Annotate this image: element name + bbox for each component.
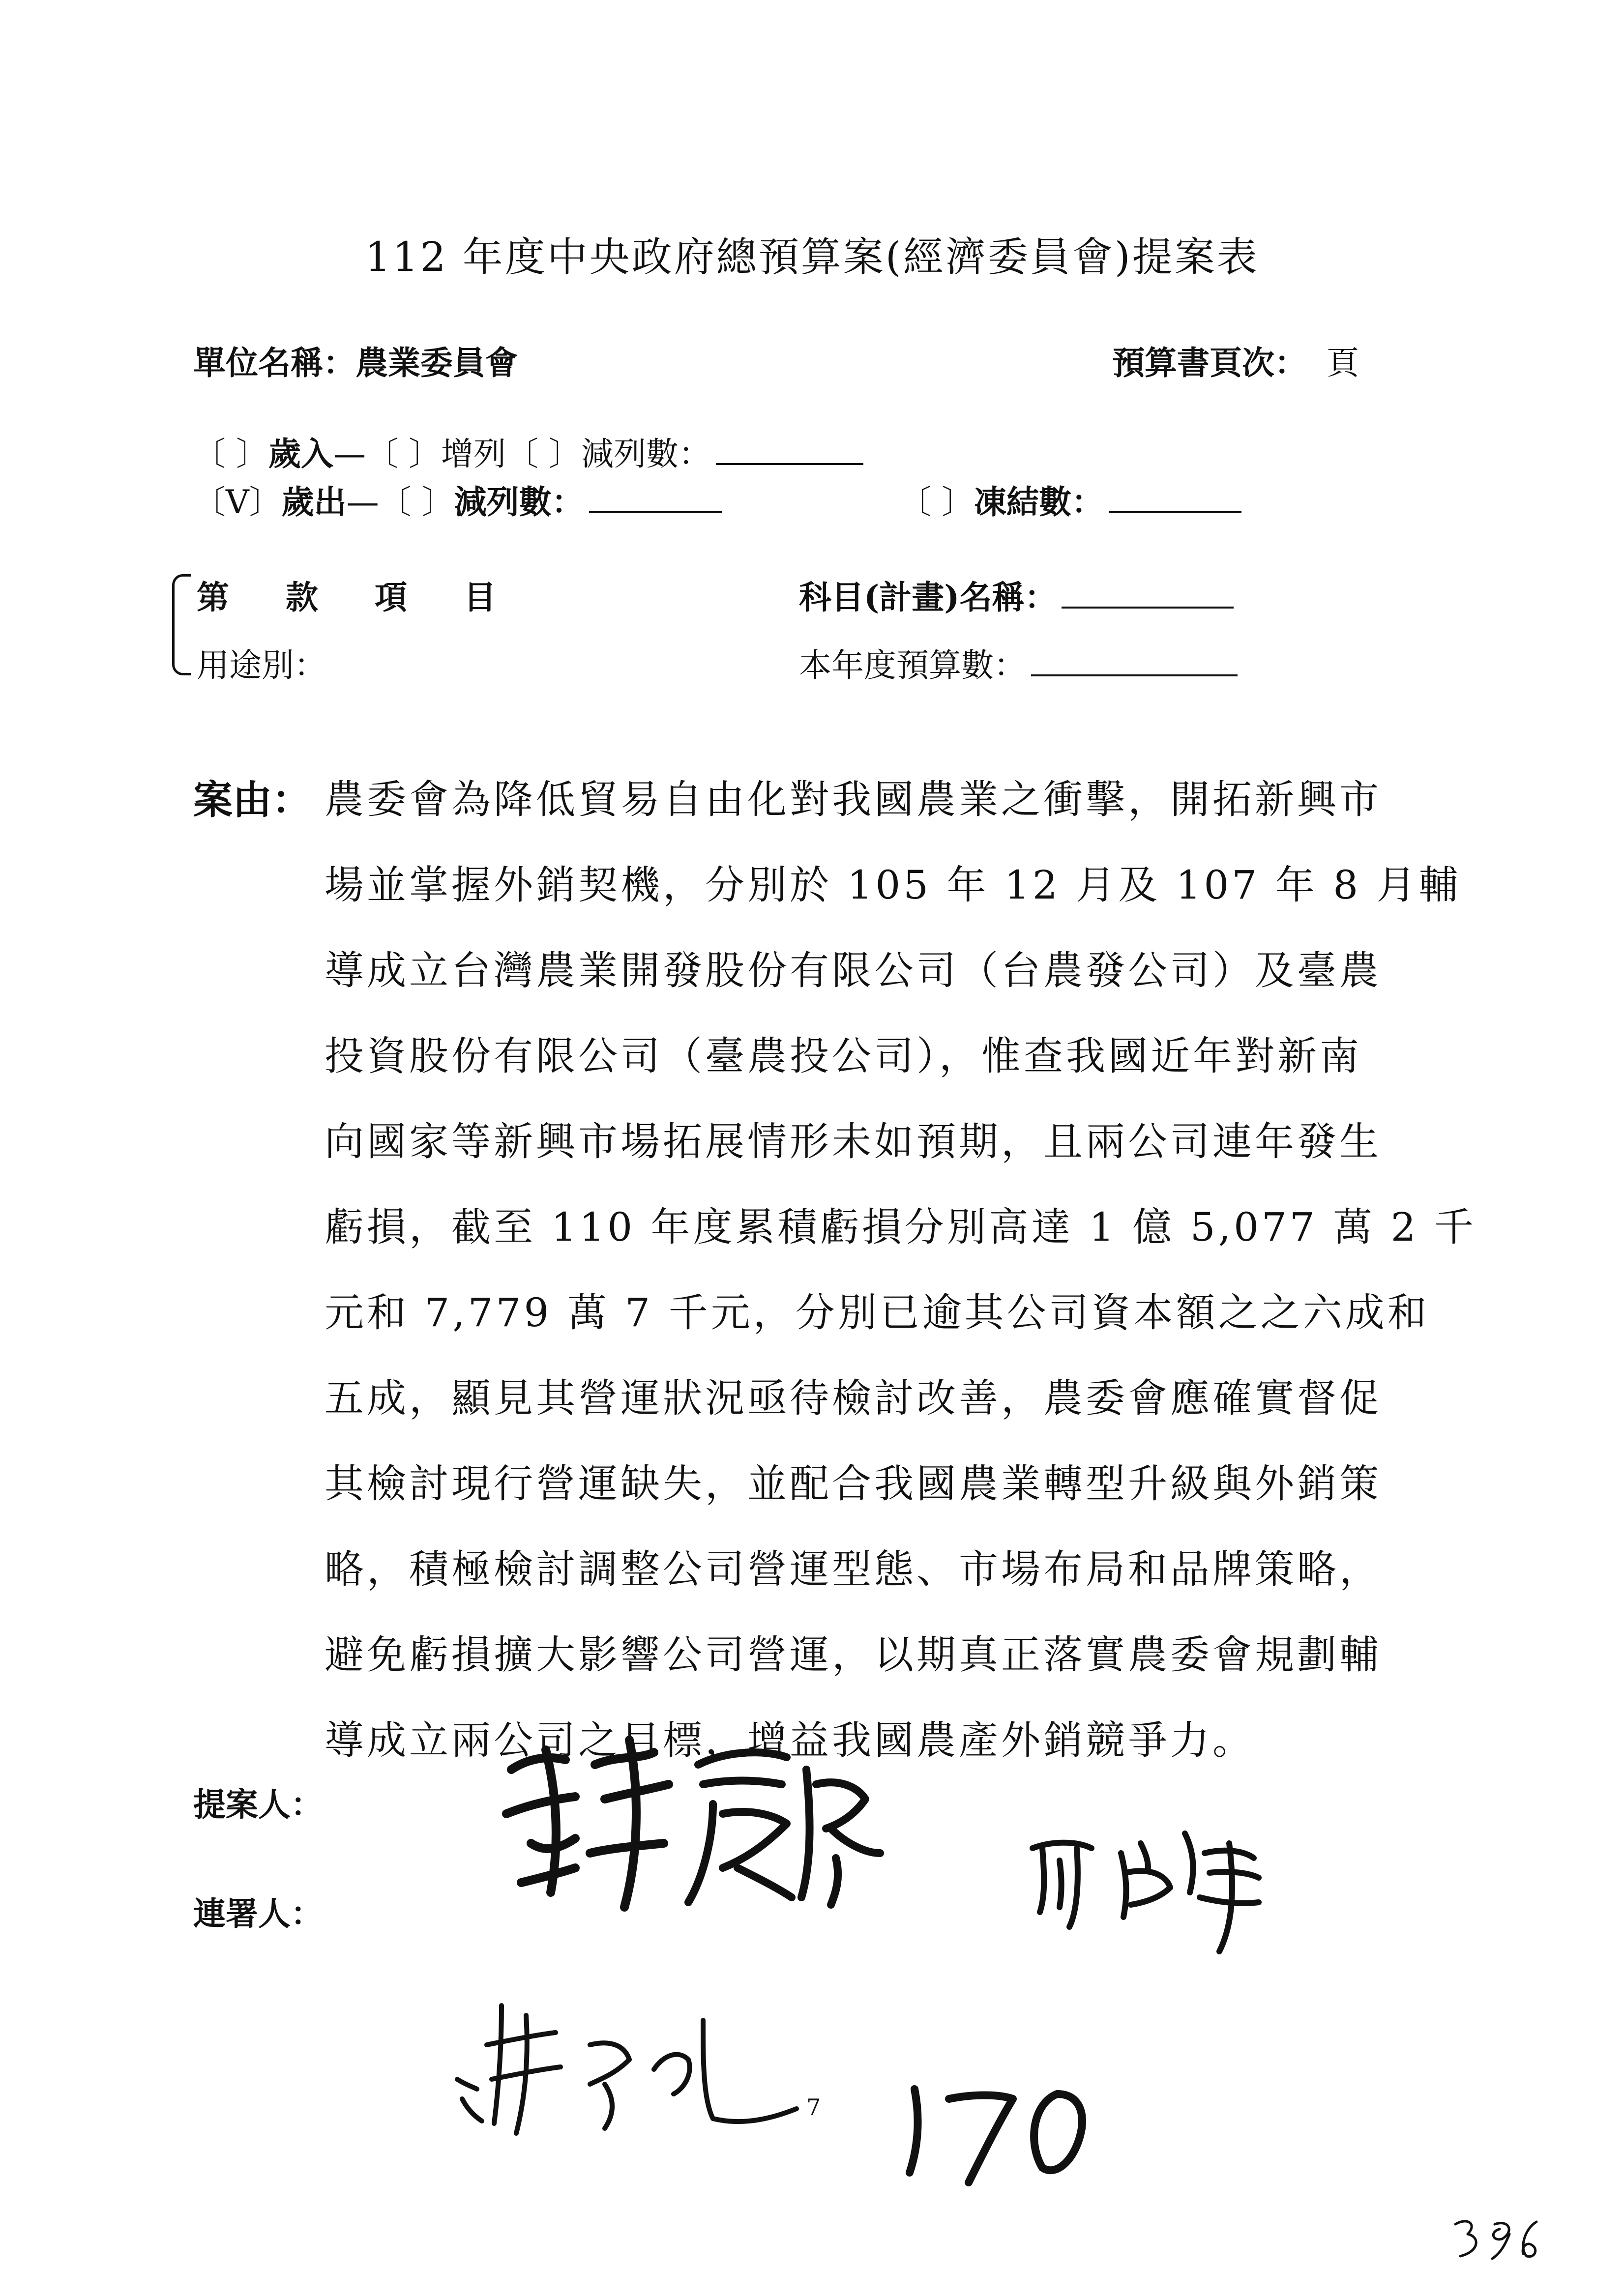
expense-reduce-checkbox: 〔 〕: [379, 483, 454, 521]
usage-label: 用途別：: [197, 646, 326, 684]
expense-row: [193, 476, 722, 523]
case-body: [325, 757, 1476, 1783]
classification-row: [197, 571, 496, 618]
case-line: 導成立台灣農業開發股份有限公司（台農發公司）及臺農: [325, 948, 1382, 993]
subject-name-blank: [1062, 577, 1234, 609]
subject-name: [799, 571, 1234, 618]
subject-name-label: 科目(計畫)名稱：: [799, 578, 1057, 616]
budget-amount-label: 本年度預算數：: [799, 646, 1026, 684]
unit-name: [193, 337, 518, 383]
increase-label: 增列: [441, 435, 506, 473]
freeze-checkbox: 〔 〕: [899, 483, 974, 521]
unit-name-value: 農業委員會: [355, 344, 518, 382]
revenue-label: 歲入: [268, 435, 333, 473]
case-line: 其檢討現行營運缺失，並配合我國農業轉型升級與外銷策: [325, 1461, 1382, 1507]
freeze-blank: [1109, 482, 1241, 513]
proposer-signature: [492, 1730, 895, 1927]
cosigner-signature-1: [1023, 1814, 1298, 1961]
label-mu: 目: [464, 578, 496, 616]
reduce-checkbox: 〔 〕: [505, 435, 581, 473]
cosigner-label: 連署人：: [193, 1894, 323, 1933]
expense-dash: —: [346, 483, 379, 521]
budget-amount: [799, 639, 1238, 686]
revenue-row: [193, 428, 863, 474]
case-line: 農委會為降低貿易自由化對我國農業之衝擊，開拓新興市: [325, 777, 1382, 822]
case-line: 虧損，截至 110 年度累積虧損分別高達 1 億 5,077 萬 2 千: [325, 1204, 1476, 1250]
case-line: 元和 7,779 萬 7 千元，分別已逾其公司資本額之之六成和: [325, 1290, 1430, 1336]
revenue-checkbox: 〔 〕: [193, 435, 268, 473]
cosigner-signature-2: [447, 1986, 801, 2143]
case-line: 場並掌握外銷契機，分別於 105 年 12 月及 107 年 8 月輔: [325, 862, 1461, 908]
case-line: 向國家等新興市場拓展情形未如預期，且兩公司連年發生: [325, 1119, 1382, 1164]
budget-page-value: 頁: [1327, 344, 1359, 382]
label-di: 第: [197, 578, 229, 616]
case-line: 導成立兩公司之目標，增益我國農產外銷競爭力。: [325, 1717, 1255, 1763]
budget-amount-blank: [1031, 645, 1238, 676]
budget-page-label: 預算書頁次：: [1112, 344, 1307, 382]
case-line: 避免虧損擴大影響公司營運，以期真正落實農委會規劃輔: [325, 1632, 1382, 1678]
budget-page: [1112, 337, 1359, 383]
proposer-label: 提案人：: [193, 1785, 323, 1824]
expense-checkbox: 〔V〕: [193, 483, 282, 521]
classification-bracket: [172, 574, 191, 675]
case-line: 五成，顯見其營運狀況亟待檢討改善，農委會應確實督促: [325, 1375, 1382, 1421]
handwritten-number: [895, 2074, 1101, 2192]
case-line: 投資股份有限公司（臺農投公司），惟查我國近年對新南: [325, 1033, 1362, 1079]
expense-reduce-label: 減列數：: [454, 483, 584, 521]
label-kuan: 款: [286, 578, 318, 616]
freeze-row: [899, 476, 1241, 523]
increase-checkbox: 〔 〕: [365, 435, 441, 473]
freeze-label: 凍結數：: [974, 483, 1104, 521]
label-xiang: 項: [375, 578, 407, 616]
case-label: 案由：: [193, 777, 311, 823]
page-number: 7: [806, 2094, 821, 2121]
stamp-number: [1446, 2212, 1544, 2266]
reduce-blank: [716, 434, 863, 465]
revenue-dash: —: [333, 435, 366, 473]
expense-reduce-blank: [589, 482, 722, 513]
case-line: 略，積極檢討調整公司營運型態、市場布局和品牌策略，: [325, 1546, 1382, 1592]
expense-label: 歲出: [281, 483, 347, 521]
page-title: 112 年度中央政府總預算案(經濟委員會)提案表: [365, 234, 1259, 281]
reduce-label: 減列數：: [581, 435, 711, 473]
unit-name-label: 單位名稱：: [193, 344, 355, 382]
